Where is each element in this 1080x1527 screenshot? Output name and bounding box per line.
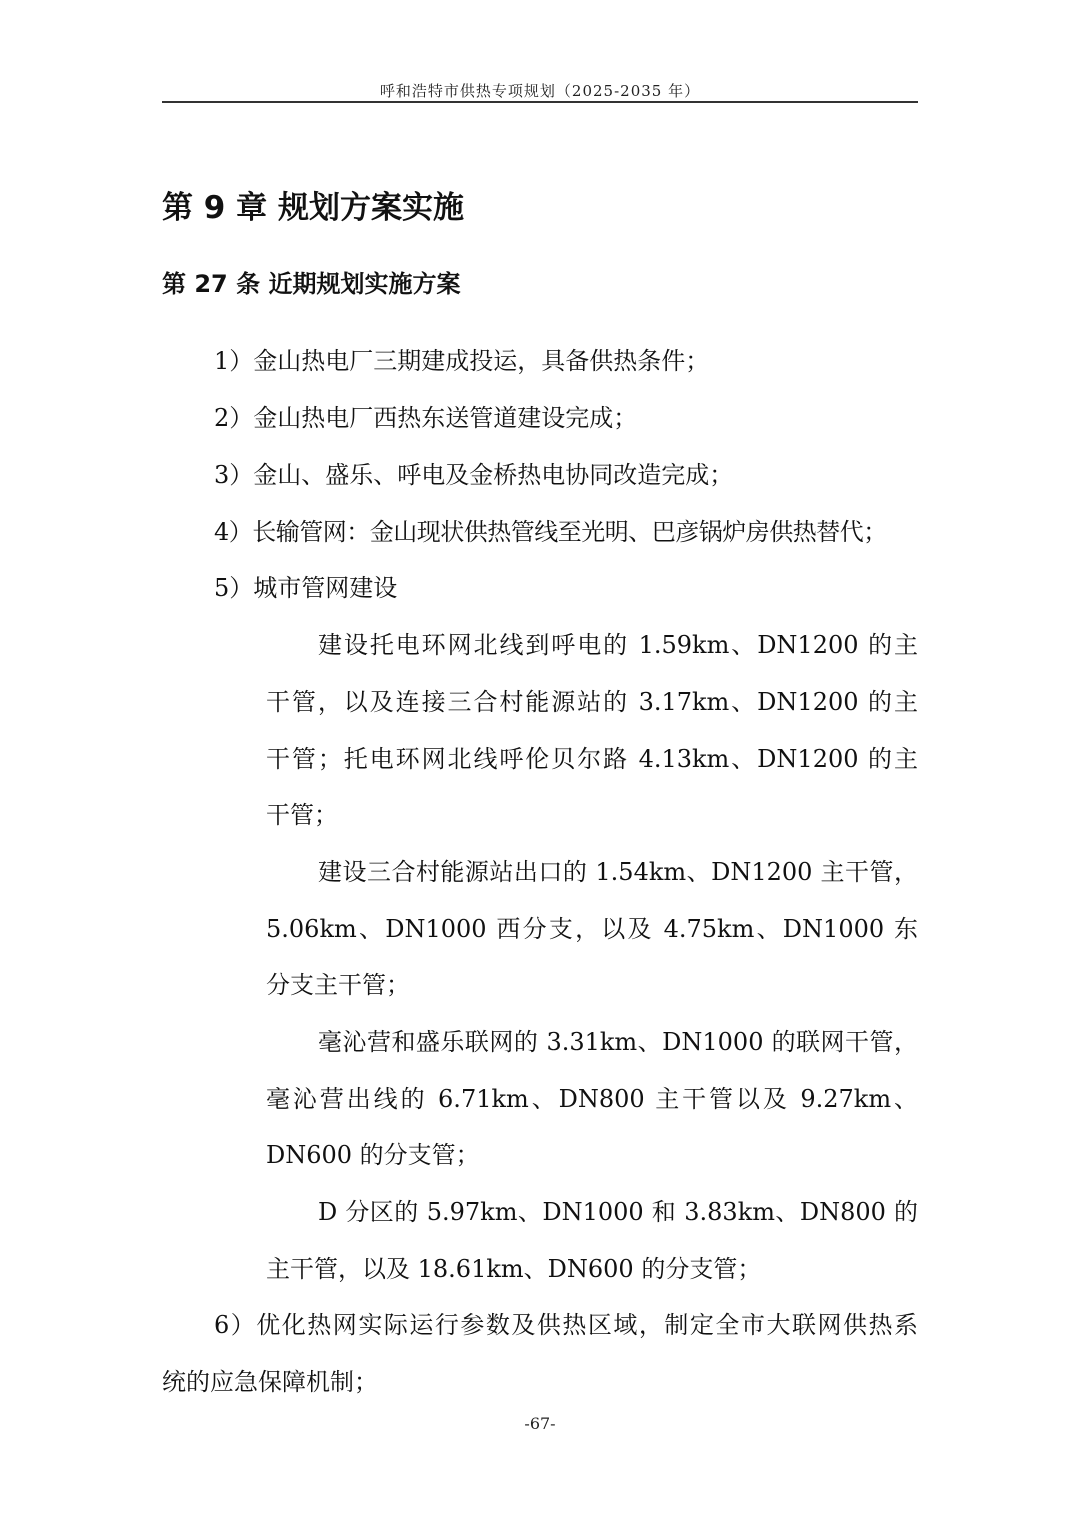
page-number: -67- [524, 1414, 556, 1433]
list-item-6-line-1: 6）优化热网实际运行参数及供热区域，制定全市大联网供热系 [214, 1311, 918, 1339]
city-network-paragraph-3-line-3: DN600 的分支管； [266, 1141, 480, 1169]
city-network-paragraph-1-line-1: 建设托电环网北线到呼电的 1.59km、DN1200 的主 [318, 631, 918, 659]
city-network-paragraph-3-line-2: 毫沁营出线的 6.71km、DN800 主干管以及 9.27km、 [266, 1085, 918, 1113]
article-title: 第 27 条 近期规划实施方案 [162, 270, 461, 298]
city-network-paragraph-1-line-2: 干管，以及连接三合村能源站的 3.17km、DN1200 的主 [266, 688, 918, 716]
header-rule [162, 101, 918, 103]
city-network-paragraph-2-line-2: 5.06km、DN1000 西分支，以及 4.75km、DN1000 东 [266, 915, 918, 943]
city-network-paragraph-3-line-1: 毫沁营和盛乐联网的 3.31km、DN1000 的联网干管， [318, 1028, 918, 1056]
list-item-1: 1）金山热电厂三期建成投运，具备供热条件； [214, 347, 710, 375]
list-item-5: 5）城市管网建设 [214, 574, 398, 602]
city-network-paragraph-4-line-1: D 分区的 5.97km、DN1000 和 3.83km、DN800 的 [318, 1198, 918, 1226]
list-item-6-line-2: 统的应急保障机制； [162, 1368, 378, 1396]
city-network-paragraph-4-line-2: 主干管，以及 18.61km、DN600 的分支管； [266, 1255, 762, 1283]
running-header: 呼和浩特市供热专项规划（2025-2035 年） [379, 82, 701, 100]
list-item-2: 2）金山热电厂西热东送管道建设完成； [214, 404, 638, 432]
city-network-paragraph-1-line-4: 干管； [266, 801, 338, 829]
chapter-title: 第 9 章 规划方案实施 [162, 190, 464, 226]
city-network-paragraph-2-line-1: 建设三合村能源站出口的 1.54km、DN1200 主干管， [318, 858, 918, 886]
list-item-3: 3）金山、盛乐、呼电及金桥热电协同改造完成； [214, 461, 734, 489]
city-network-paragraph-2-line-3: 分支主干管； [266, 971, 410, 999]
city-network-paragraph-1-line-3: 干管；托电环网北线呼伦贝尔路 4.13km、DN1200 的主 [266, 745, 918, 773]
list-item-4: 4）长输管网：金山现状供热管线至光明、巴彦锅炉房供热替代； [214, 518, 887, 546]
